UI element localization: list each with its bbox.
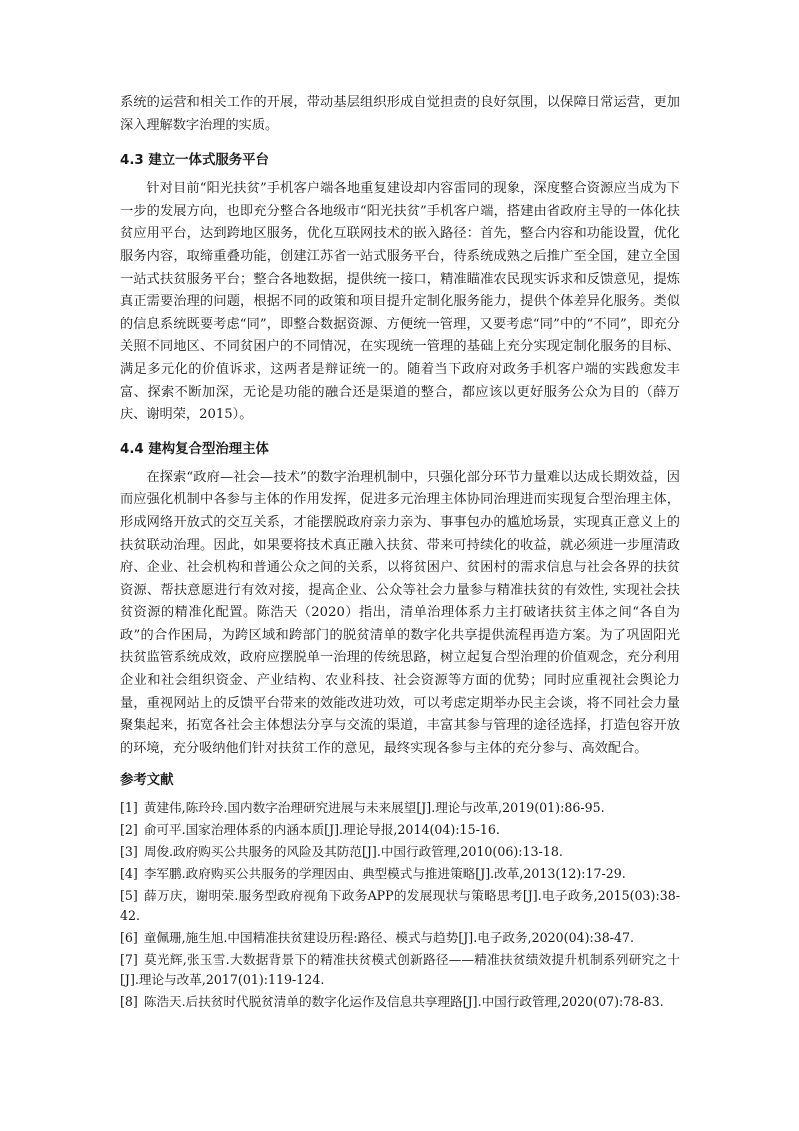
- reference-text: 李军鹏.政府购买公共服务的学理因由、典型模式与推进策略[J].改革,2013(12):17-29.: [143, 866, 626, 882]
- reference-text: 薛万庆，谢明荣.服务型政府视角下政务APP的发展现状与策略思考[J].电子政务,2015(03):38-42.: [120, 888, 680, 924]
- reference-item: [120, 864, 680, 884]
- reference-number: [5]: [120, 888, 138, 904]
- reference-item: [120, 928, 680, 948]
- document-page: [120, 92, 680, 1014]
- reference-text: 黄建伟,陈玲玲.国内数字治理研究进展与未来展望[J].理论与改革,2019(01):86-95.: [143, 800, 605, 816]
- references-heading: 参考文献: [120, 773, 174, 789]
- reference-item: [120, 950, 680, 990]
- reference-item: [120, 798, 680, 818]
- reference-text: 俞可平.国家治理体系的内涵本质[J].理论导报,2014(04):15-16.: [143, 822, 500, 838]
- reference-text: 莫光辉,张玉雪.大数据背景下的精准扶贫模式创新路径——精准扶贫绩效提升机制系列研究之十[J].理论与改革,2017(01):119-124.: [120, 952, 680, 988]
- section-4-4-heading: 4.4 建构复合型治理主体: [120, 441, 269, 457]
- reference-item: [120, 842, 680, 862]
- reference-number: [6]: [120, 930, 138, 946]
- reference-number: [1]: [120, 800, 138, 816]
- reference-list: [120, 798, 680, 1012]
- reference-text: 周俊.政府购买公共服务的风险及其防范[J].中国行政管理,2010(06):13-18.: [143, 844, 563, 860]
- reference-number: [7]: [120, 952, 138, 968]
- section-4-4-paragraph: 在探索“政府—社会—技术”的数字治理机制中，只强化部分环节力量难以达成长期效益，因而应强化机制中各参与主体的作用发挥，促进多元治理主体协同治理进而实现复合型治理主体，形成网络开放式的交互关系，才能摆脱政府亲力亲为、事事包办的尴尬场景，实现真正意义上的扶贫联动治理。因此，如果要将技术真正融入扶贫、带来可持续化的收益，就必须进一步厘清政府、企业、社会机构和普通公众之间的关系，以将贫困户、贫困村的需求信息与社会各界的扶贫资源、帮扶意愿进行有效对接，提高企业、公众等社会力量参与精准扶贫的有效性, 实现社会扶贫资源的精准化配置。陈浩天（2020）指出，清单治理体系力主打破诸扶贫主体之间“各自为政”的合作困局，为跨区域和跨部门的脱贫清单的数字化共享提供流程再造方案。为了巩固阳光扶贫监管系统成效，政府应摆脱单一治理的传统思路，树立起复合型治理的价值观念，充分利用企业和社会组织资金、产业结构、农业科技、社会资源等方面的优势；同时应重视社会舆论力量，重视网站上的反馈平台带来的效能改进功效，可以考虑定期举办民主会谈，将不同社会力量聚集起来，拓宽各社会主体想法分享与交流的渠道，丰富其参与管理的途径选择，打造包容开放的环境，充分吸纳他们针对扶贫工作的意见，最终实现各参与主体的充分参与、高效配合。: [120, 469, 680, 756]
- reference-text: 陈浩天.后扶贫时代脱贫清单的数字化运作及信息共享理路[J].中国行政管理,2020(07):78-83.: [143, 994, 664, 1010]
- reference-number: [2]: [120, 822, 138, 838]
- reference-text: 童佩珊,施生旭.中国精准扶贫建设历程:路径、模式与趋势[J].电子政务,2020(04):38-47.: [143, 930, 635, 946]
- reference-number: [3]: [120, 844, 138, 860]
- reference-item: [120, 992, 680, 1012]
- intro-paragraph: 系统的运营和相关工作的开展，带动基层组织形成自觉担责的良好氛围，以保障日常运营，更加深入理解数字治理的实质。: [120, 95, 680, 133]
- section-4-3-heading: 4.3 建立一体式服务平台: [120, 153, 269, 169]
- reference-number: [4]: [120, 866, 138, 882]
- reference-item: [120, 820, 680, 840]
- section-4-3-paragraph: 针对目前“阳光扶贫”手机客户端各地重复建设却内容雷同的现象，深度整合资源应当成为下一步的发展方向，也即充分整合各地级市“阳光扶贫”手机客户端，搭建由省政府主导的一体化扶贫应用平台，达到跨地区服务，优化互联网技术的嵌入路径：首先，整合内容和功能设置，优化服务内容，取缔重叠功能，创建江苏省一站式服务平台，待系统成熟之后推广至全国，建立全国一站式扶贫服务平台；整合各地数据，提供统一接口，精准瞄准农民现实诉求和反馈意见，提炼真正需要治理的问题，根据不同的政策和项目提升定制化服务能力，提供个体差异化服务。类似的信息系统既要考虑“同”，即整合数据资源、方便统一管理，又要考虑“同”中的“不同”，即充分关照不同地区、不同贫困户的不同情况，在实现统一管理的基础上充分实现定制化服务的目标、满足多元化的价值诉求，这两者是辩证统一的。随着当下政府对政务手机客户端的实践愈发丰富、探索不断加深，无论是功能的融合还是渠道的整合，都应该以更好服务公众为目的（薛万庆、谢明荣，2015）。: [120, 181, 680, 423]
- reference-number: [8]: [120, 994, 138, 1010]
- reference-item: [120, 886, 680, 926]
